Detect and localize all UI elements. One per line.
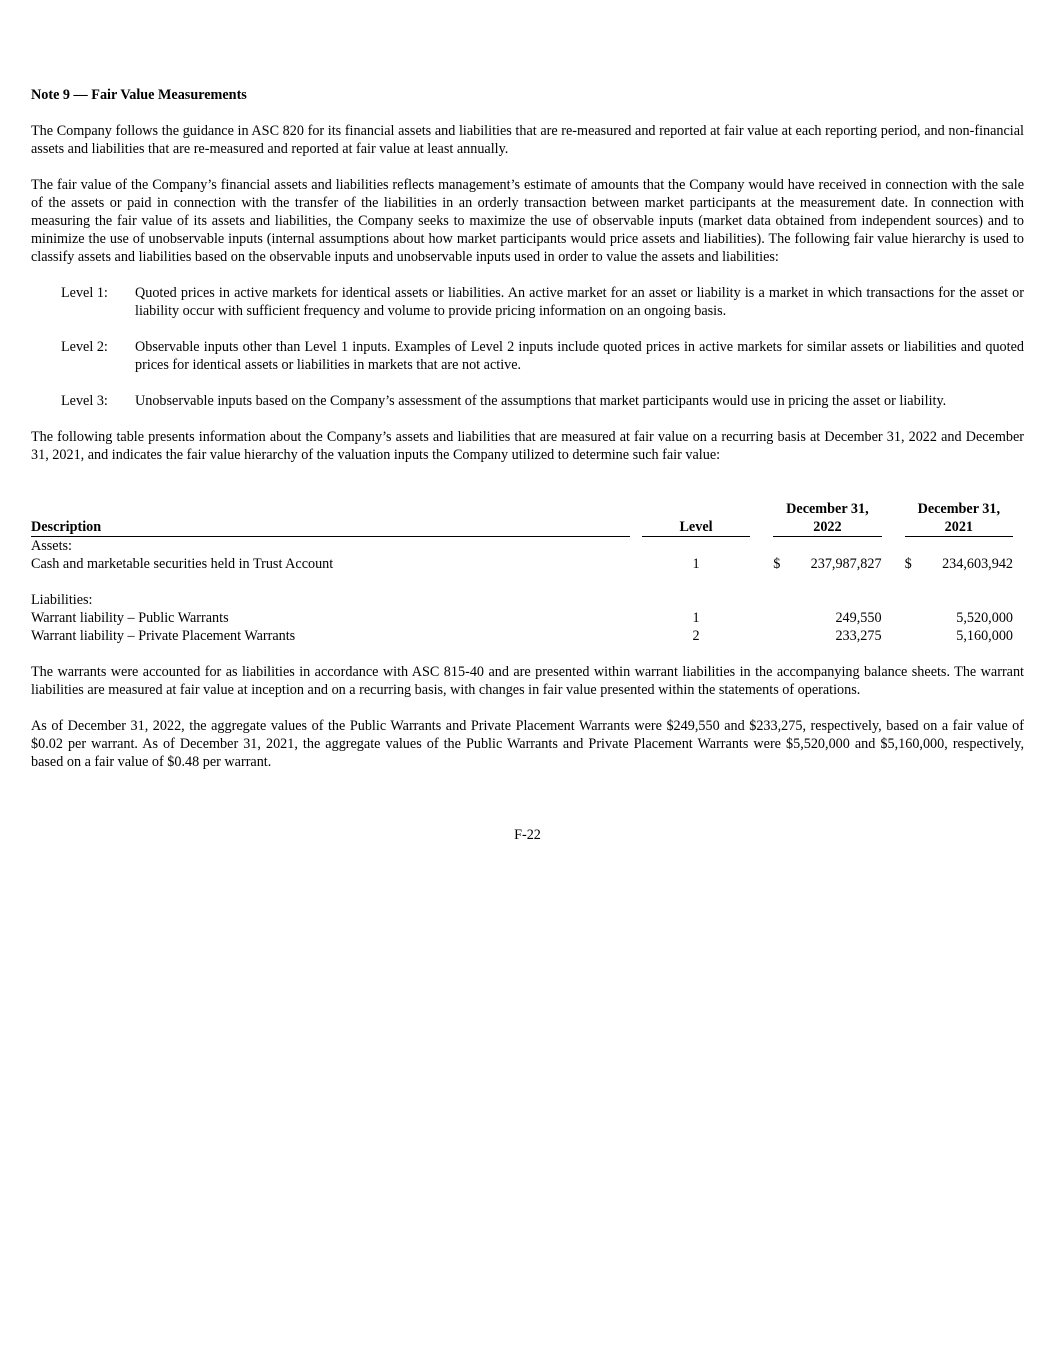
hierarchy-level-1 bbox=[31, 284, 1024, 320]
hierarchy-level-3 bbox=[31, 392, 1024, 410]
paragraph-warrant-accounting: The warrants were accounted for as liabilities in accordance with ASC 815-40 and are presented within warrant liabilities in the accompanying balance sheets. The warrant liabilities are measured at fair value at inception and on a recurring basis, with changes in fair value presented within the statements of operations. bbox=[31, 664, 1024, 698]
value-2021: 234,603,942 bbox=[942, 556, 1013, 572]
value-2022: 237,987,827 bbox=[810, 556, 882, 572]
hierarchy-level-2 bbox=[31, 338, 1024, 374]
level-description: Observable inputs other than Level 1 inputs. Examples of Level 2 inputs include quoted prices in active markets for similar assets or liabilities and quoted prices for identical assets or liabilities in markets that are not active. bbox=[135, 339, 1024, 373]
row-level: 1 bbox=[692, 556, 700, 572]
header-2022-line1: December 31, bbox=[786, 501, 869, 517]
page-number: F-22 bbox=[514, 827, 541, 843]
fair-value-hierarchy-list bbox=[31, 284, 1024, 410]
row-description: Warrant liability – Public Warrants bbox=[31, 610, 229, 626]
header-2022-line2: 2022 bbox=[813, 519, 842, 535]
row-level: 1 bbox=[692, 610, 700, 626]
paragraph-warrant-values: As of December 31, 2022, the aggregate values of the Public Warrants and Private Placement Warrants were $249,550 and $233,275, respectively, based on a fair value of $0.02 per warrant. As of December 31, 2021, the aggregate values of the Public Warrants and Private Placement Warrants were $5,520,000 and $5,160,000, respectively, based on a fair value of $0.48 per warrant. bbox=[31, 718, 1024, 770]
note-title: Note 9 — Fair Value Measurements bbox=[31, 87, 247, 103]
section-row-liabilities bbox=[31, 591, 1013, 609]
paragraph-fair-value-definition: The fair value of the Company’s financial assets and liabilities reflects management’s estimate of amounts that the Company would have received in connection with the sale of the assets or paid in connection with the transfer of the liabilities in an orderly transaction between market participants at the measurement date. In connection with measuring the fair value of its assets and liabilities, the Company seeks to maximize the use of observable inputs (market data obtained from independent sources) and to minimize the use of unobservable inputs (internal assumptions about how market participants would price assets and liabilities). The following fair value hierarchy is used to classify assets and liabilities based on the observable inputs and unobservable inputs used in order to value the assets and liabilities: bbox=[31, 177, 1024, 265]
paragraph-table-intro: The following table presents information about the Company’s assets and liabilities that are measured at fair value on a recurring basis at December 31, 2022 and December 31, 2021, and indicates the fair value hierarchy of the valuation inputs the Company utilized to determine such fair value: bbox=[31, 429, 1024, 463]
level-description: Unobservable inputs based on the Company’s assessment of the assumptions that market participants would use in pricing the asset or liability. bbox=[135, 393, 947, 409]
paragraph-asc820: The Company follows the guidance in ASC 820 for its financial assets and liabilities that are re-measured and reported at fair value at each reporting period, and non-financial assets and liabilities that are re-measured and reported at fair value at least annually. bbox=[31, 123, 1024, 157]
header-level: Level bbox=[642, 500, 750, 537]
section-label-liabilities: Liabilities: bbox=[31, 592, 93, 608]
document-page bbox=[31, 86, 1024, 789]
table-row bbox=[31, 555, 1013, 573]
fair-value-table bbox=[31, 500, 1013, 645]
section-label-assets: Assets: bbox=[31, 538, 72, 554]
value-2022: 249,550 bbox=[835, 610, 882, 626]
row-description: Warrant liability – Private Placement Warrants bbox=[31, 628, 296, 644]
value-2022: 233,275 bbox=[835, 628, 882, 644]
level-label: Level 3: bbox=[61, 393, 108, 409]
header-dec-2021 bbox=[905, 500, 1013, 537]
header-2021-line1: December 31, bbox=[917, 501, 1001, 517]
value-2021: 5,160,000 bbox=[956, 628, 1013, 644]
header-dec-2022 bbox=[773, 500, 881, 537]
section-row-assets bbox=[31, 537, 1013, 556]
level-description: Quoted prices in active markets for identical assets or liabilities. An active market for an asset or liability is a market in which transactions for the asset or liability occur with sufficient frequency and volume to provide pricing information on an ongoing basis. bbox=[135, 285, 1024, 319]
currency-symbol: $ bbox=[773, 556, 781, 572]
table-row bbox=[31, 609, 1013, 627]
row-description: Cash and marketable securities held in Trust Account bbox=[31, 556, 334, 572]
header-description: Description bbox=[31, 500, 630, 537]
level-label: Level 2: bbox=[61, 339, 108, 355]
table-row bbox=[31, 627, 1013, 645]
header-2021-line2: 2021 bbox=[944, 519, 973, 535]
value-2021: 5,520,000 bbox=[956, 610, 1013, 626]
row-level: 2 bbox=[692, 628, 700, 644]
level-label: Level 1: bbox=[61, 285, 108, 301]
table-header-row bbox=[31, 500, 1013, 537]
currency-symbol: $ bbox=[904, 556, 912, 572]
